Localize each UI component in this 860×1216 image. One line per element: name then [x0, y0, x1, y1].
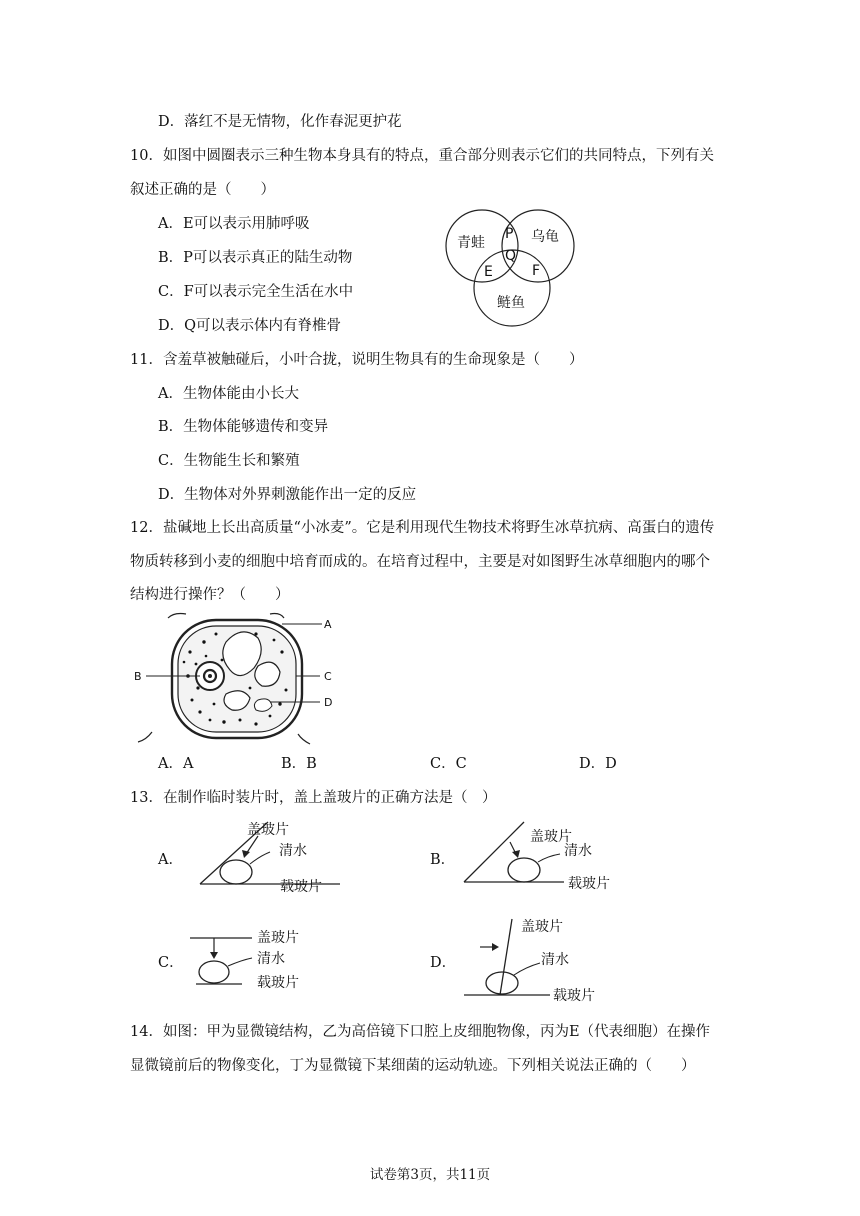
venn-label-p: P — [505, 226, 514, 242]
page-footer: 试卷第3页，共11页 — [369, 1167, 491, 1183]
q13-option-b-letter: B． — [430, 852, 456, 868]
q13-d-slide-label: 载玻片 — [553, 988, 595, 1004]
q14-stem-line1: 14．如图：甲为显微镜结构，乙为高倍镜下口腔上皮细胞物像，丙为E（代表细胞）在操作 — [130, 1024, 711, 1040]
q13-b-cover-label: 盖玻片 — [530, 829, 572, 845]
cell-label-c: C — [324, 670, 332, 683]
cell-label-b: B — [134, 670, 142, 683]
q13-b-slide-label: 载玻片 — [568, 876, 610, 892]
vacuole-right — [255, 662, 280, 686]
venn-label-f: F — [532, 263, 541, 279]
q13-c-slide-label: 载玻片 — [257, 975, 299, 991]
q13-c-cover-label: 盖玻片 — [257, 930, 299, 946]
q9-option-d: D．落红不是无情物，化作春泥更护花 — [158, 114, 402, 130]
q13-stem: 13．在制作临时装片时，盖上盖玻片的正确方法是（ ） — [130, 790, 497, 806]
q10-stem-line1: 10．如图中圆圈表示三种生物本身具有的特点，重合部分则表示它们的共同特点，下列有关 — [130, 148, 714, 164]
venn-label-q: Q — [505, 248, 517, 264]
q13-a-water-label: 清水 — [279, 843, 307, 859]
q11-option-d: D．生物体对外界刺激能作出一定的反应 — [158, 487, 417, 503]
cell-label-d: D — [324, 696, 333, 709]
q10-option-d: D．Q可以表示体内有脊椎骨 — [158, 318, 342, 334]
q12-stem-line1: 12．盐碱地上长出高质量“小冰麦”。它是利用现代生物技术将野生冰草抗病、高蛋白的遗传 — [130, 520, 715, 536]
q10-option-c: C．F可以表示完全生活在水中 — [158, 284, 354, 300]
q11-option-c: C．生物能生长和繁殖 — [158, 453, 300, 469]
q13-option-a-letter: A． — [158, 852, 183, 868]
q12-option-b: B．B — [281, 756, 317, 772]
q12-stem-line2: 物质转移到小麦的细胞中培育而成的。在培育过程中，主要是对如图野生冰草细胞内的哪个 — [130, 554, 710, 570]
q13-b-water-label: 清水 — [564, 843, 592, 859]
q13-d-water-label: 清水 — [541, 952, 569, 968]
venn-label-e: E — [484, 264, 493, 280]
q14-stem-line2: 显微镜前后的物像变化，丁为显微镜下某细菌的运动轨迹。下列相关说法正确的（ ） — [130, 1058, 696, 1074]
venn-label-turtle: 乌龟 — [531, 229, 559, 245]
q12-option-a: A．A — [158, 756, 194, 772]
q13-a-slide-label: 载玻片 — [280, 879, 322, 895]
q13-c-water-label: 清水 — [257, 951, 285, 967]
cell-label-a: A — [324, 618, 332, 631]
q12-option-d: D．D — [579, 756, 617, 772]
q10-option-a: A．E可以表示用肺呼吸 — [158, 216, 310, 232]
q11-option-b: B．生物体能够遗传和变异 — [158, 419, 329, 435]
q13-a-cover-label: 盖玻片 — [247, 822, 289, 838]
q13-d-cover-label: 盖玻片 — [521, 919, 563, 935]
q12-option-c: C．C — [430, 756, 467, 772]
q12-stem-line3: 结构进行操作？（ ） — [130, 587, 290, 603]
venn-label-fish: 鲢鱼 — [497, 295, 525, 311]
q11-stem: 11．含羞草被触碰后，小叶合拢，说明生物具有的生命现象是（ ） — [130, 352, 584, 368]
q13-option-c-letter: C． — [158, 955, 184, 971]
venn-label-frog: 青蛙 — [457, 235, 485, 251]
q11-option-a: A．生物体能由小长大 — [158, 386, 299, 402]
q10-option-b: B．P可以表示真正的陆生动物 — [158, 250, 353, 266]
q10-stem-line2: 叙述正确的是（ ） — [130, 182, 275, 198]
q13-option-d-letter: D． — [430, 955, 457, 971]
